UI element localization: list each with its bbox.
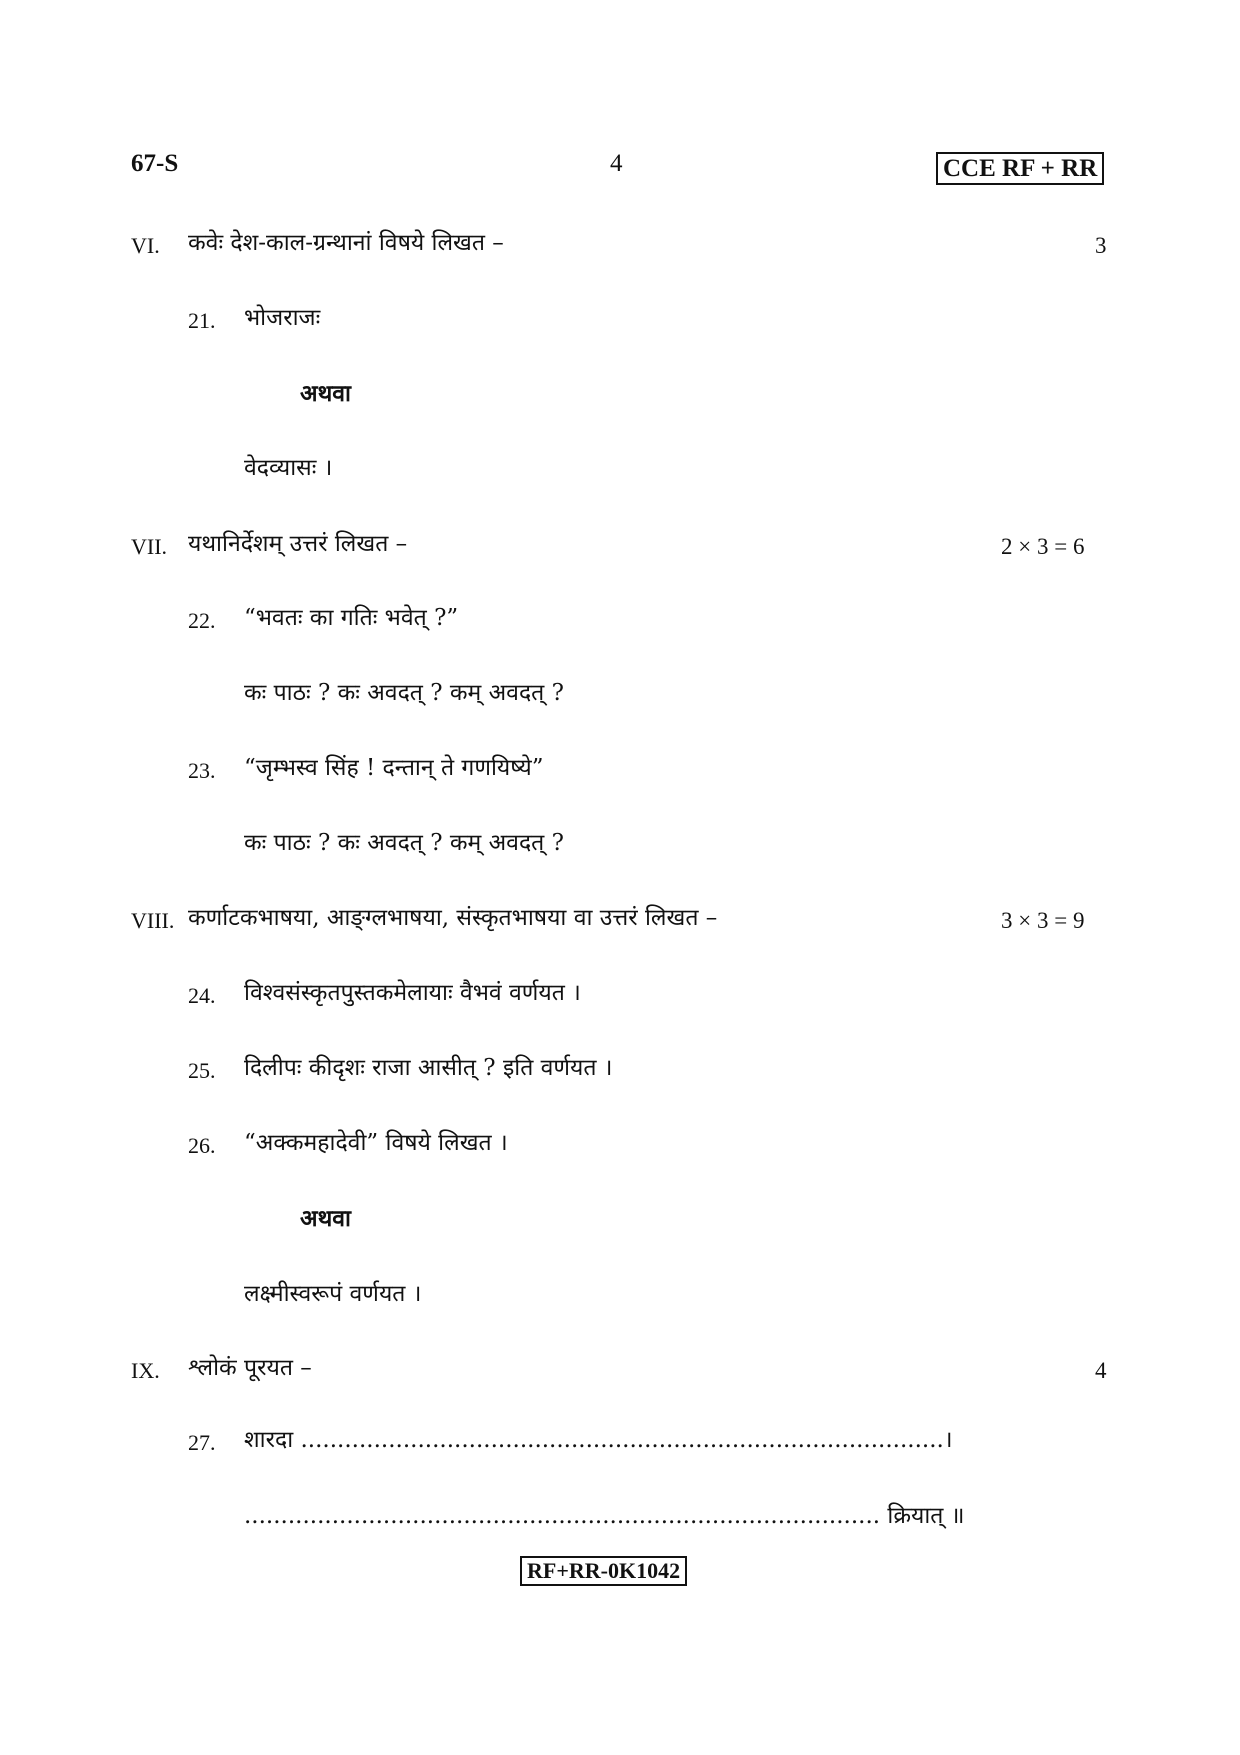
section-instruction: कवेः देश-काल-ग्रन्थानां विषये लिखत – [188, 230, 504, 256]
section-number: VI. [131, 233, 160, 258]
question-number: 26. [188, 1133, 216, 1158]
question-text: “अक्कमहादेवी” विषये लिखत । [244, 1130, 508, 1156]
section-marks: 2 × 3 = 6 [1001, 534, 1085, 559]
section-instruction: कर्णाटकभाषया, आङ्ग्लभाषया, संस्कृतभाषया वा उत्तरं लिखत – [188, 905, 718, 931]
question-subtext: कः पाठः ? कः अवदत् ? कम् अवदत् ? [244, 830, 564, 856]
question-number: 22. [188, 608, 216, 633]
or-label: अथवा [300, 1205, 352, 1232]
question-number: 27. [188, 1430, 216, 1455]
question-text: भोजराजः [244, 305, 321, 331]
question-text: “जृम्भस्व सिंह ! दन्तान् ते गणयिष्ये” [244, 755, 544, 781]
section-number: IX. [131, 1358, 160, 1383]
page-number: 4 [610, 150, 623, 177]
section-instruction: श्लोकं पूरयत – [188, 1355, 312, 1381]
or-label: अथवा [300, 380, 352, 407]
question-number: 23. [188, 758, 216, 783]
question-number: 21. [188, 308, 216, 333]
section-marks: 3 [1095, 233, 1107, 258]
question-number: 25. [188, 1058, 216, 1083]
question-alternative: लक्ष्मीस्वरूपं वर्णयत । [244, 1281, 422, 1307]
section-instruction: यथानिर्देशम् उत्तरं लिखत – [188, 531, 408, 557]
question-alternative: वेदव्यासः । [244, 455, 333, 481]
question-text: विश्वसंस्कृतपुस्तकमेलायाः वैभवं वर्णयत । [244, 980, 581, 1006]
section-number: VII. [131, 534, 168, 559]
paper-code: 67-S [131, 150, 179, 177]
question-subtext: कः पाठः ? कः अवदत् ? कम् अवदत् ? [244, 680, 564, 706]
section-number: VIII. [131, 908, 175, 933]
question-text: “भवतः का गतिः भवेत् ?” [244, 605, 459, 631]
section-marks: 4 [1095, 1358, 1107, 1383]
series-box: CCE RF + RR [936, 152, 1104, 185]
section-marks: 3 × 3 = 9 [1001, 908, 1085, 933]
verse-line-1: शारदा ........................................................................................। [244, 1427, 953, 1453]
question-number: 24. [188, 983, 216, 1008]
question-text: दिलीपः कीदृशः राजा आसीत् ? इति वर्णयत । [244, 1055, 613, 1081]
verse-line-2: ....................................................................................... क्रियात् ॥ [244, 1503, 965, 1529]
footer-code: RF+RR-0K1042 [520, 1556, 687, 1586]
